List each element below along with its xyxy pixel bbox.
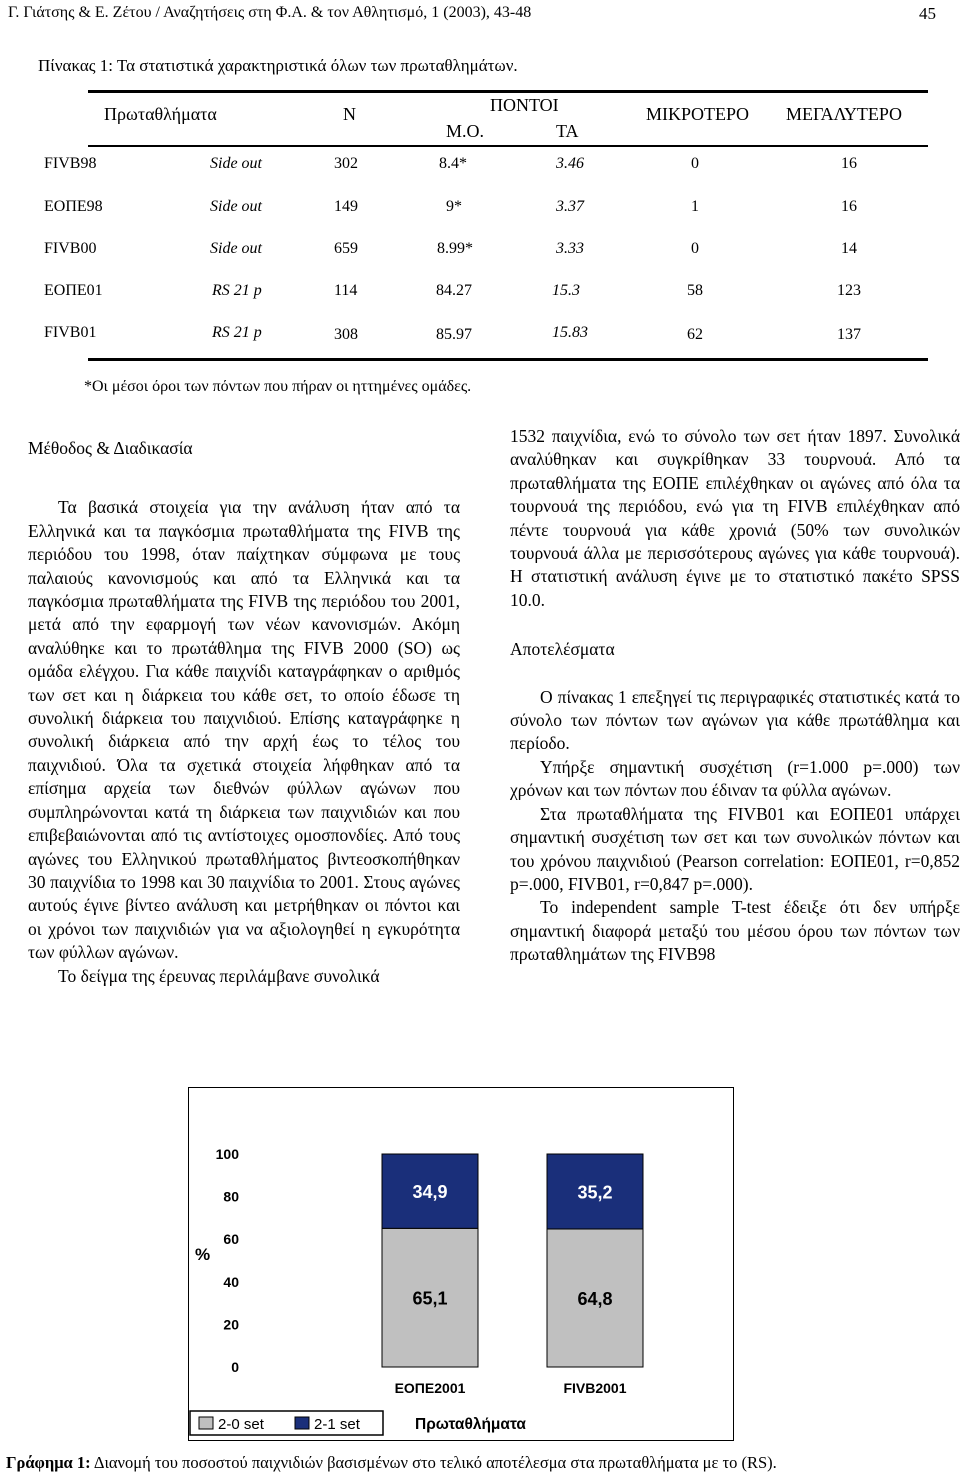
results-heading: Αποτελέσματα — [510, 639, 615, 660]
th-mo: Μ.Ο. — [446, 121, 485, 141]
y-tick-label: 20 — [223, 1316, 239, 1333]
cell-mo: 85.97 — [436, 326, 472, 343]
cell-min: 58 — [687, 282, 703, 299]
cell-min: 1 — [691, 198, 699, 215]
cell-system: Side out — [210, 155, 262, 172]
cell-mo: 9* — [446, 198, 462, 215]
cell-n: 149 — [334, 198, 358, 215]
table-caption — [38, 56, 518, 76]
left-column — [28, 437, 460, 988]
page-number: 45 — [919, 4, 936, 23]
stacked-bar-chart — [189, 1088, 733, 1440]
table-top-rule — [88, 90, 928, 93]
cell-max: 16 — [841, 155, 857, 172]
cell-ta: 15.3 — [552, 282, 580, 299]
legend-swatch — [199, 1417, 213, 1429]
table-bottom-rule — [88, 358, 928, 361]
bar-data-label: 35,2 — [577, 1182, 613, 1203]
results-paragraph: Το independent sample T-test έδειξε ότι δεν υπήρξε σημαντική διαφορά μεταξύ του μέσου όρου των πόντων των πρωταθλημάτων της FIVB98 — [510, 897, 960, 965]
cell-max: 16 — [841, 198, 857, 215]
cell-ta: 3.46 — [556, 155, 584, 172]
results-paragraph: Στα πρωταθλήματα της FIVB01 και ΕΟΠΕ01 υπάρχει σημαντική συσχέτιση των σετ και των συνολικών πόντων και του χρόνου παιχνιδιού (Pearson correlation: ΕΟΠΕ01, r=0,852 p=.000, FIVB01, r=0,847 p=.000). — [510, 803, 960, 894]
sample-paragraph: 1532 παιχνίδια, ενώ το σύνολο των σετ ήταν 1897. Συνολικά αναλύθηκαν και συγκρίθηκαν 33 τουρνουά. Από τα πρωταθλήματα της ΕΟΠΕ επιλέχθηκαν οι αγώνες από όλα τα τουρνουά της περιόδου, ενώ για τη FIVB επιλέχθηκαν από πέντε τουρνουά για κάθε χρονιά (50% των συνολικών τουρνουά άλλα με περισσότερους αγώνες για κάθε τουρνουά). Η στατιστική ανάλυση έγινε με το στατιστικό πακέτο SPSS 10.0. — [510, 426, 960, 610]
cell-min: 0 — [691, 155, 699, 172]
y-tick-label: 80 — [223, 1188, 239, 1205]
cell-min: 0 — [691, 240, 699, 257]
cell-champ: ΕΟΠΕ01 — [44, 282, 103, 299]
results-paragraph: Ο πίνακας 1 επεξηγεί τις περιγραφικές στατιστικές κατά το σύνολο των πόντων των αγώνων για κάθε πρωτάθλημα και περίοδο. — [510, 686, 960, 754]
th-championships: Πρωταθλήματα — [104, 104, 217, 124]
y-tick-label: 60 — [223, 1231, 239, 1248]
th-points: ΠΟΝΤΟΙ — [490, 95, 559, 115]
y-tick-label: 100 — [215, 1146, 239, 1162]
method-paragraph: Τα βασικά στοιχεία για την ανάλυση ήταν από τα Ελληνικά και τα παγκόσμια πρωταθλήματα της FIVB της περιόδου του 1998, όταν παίχτηκαν σύμφωνα με τους παλαιούς κανονισμούς και από τα Ελληνικά και τα παγκόσμια πρωταθλήματα της FIVB της περιόδου του 2001, μετά από την εφαρμογή των νέων κανονισμών. Ακόμη αναλύθηκε και το πρωτάθλημα της FIVB 2000 (SO) ως ομάδα ελέγχου. Για κάθε παιχνίδι καταγράφηκαν ο αριθμός των σετ και η διάρκεια του κάθε σετ, το οποίο έδωσε τη συνολική διάρκεια του παιχνιδιού. Επίσης καταγράφηκε η συνολική διάρκεια από την αρχή έως το τέλος του παιχνιδιού. Όλα τα σχετικά στοιχεία λήφθηκαν από τα επίσημα αρχεία των διεθνών φύλλων αγώνων που συμπληρώνονται κατά τη διάρκεια των παιχνιδιών και που επιβεβαιώνονται από τις αντίστοιχες ομοσπονδίες. Από τους αγώνες του Ελληνικού πρωταθλήματος βιντεοσκοπήθηκαν 30 παιχνίδια το 1998 και 30 παιχνίδια το 2001. Στους αγώνες αυτούς έγινε βίντεο ανάλυση και μετρήθηκαν οι πόντοι και οι χρόνοι των παιχνιδιών για να αξιολογηθεί η εγκυρότητα των φύλλων αγώνων. — [28, 497, 460, 963]
cell-champ: FIVB01 — [44, 324, 97, 341]
cell-system: Side out — [210, 198, 262, 215]
cell-ta: 3.37 — [556, 198, 584, 215]
cell-n: 114 — [334, 282, 358, 299]
cell-n: 659 — [334, 240, 358, 257]
cell-champ: FIVB98 — [44, 155, 97, 172]
x-axis-label: Πρωταθλήματα — [415, 1416, 526, 1433]
th-min: ΜΙΚΡΟΤΕΡΟ — [646, 104, 750, 124]
th-max: ΜΕΓΑΛΥΤΕΡΟ — [786, 104, 902, 124]
figure-caption-label: Γράφημα 1: — [6, 1453, 91, 1472]
legend-label: 2-1 set — [314, 1416, 360, 1433]
method-paragraph: Το δείγμα της έρευνας περιλάμβανε συνολικά — [58, 965, 380, 986]
cell-max: 14 — [841, 240, 857, 257]
y-tick-label: 0 — [231, 1359, 239, 1375]
right-column — [510, 425, 960, 967]
bar-data-label: 65,1 — [412, 1288, 448, 1309]
cell-system: Side out — [210, 240, 262, 257]
cell-system: RS 21 p — [212, 282, 262, 299]
legend-label: 2-0 set — [218, 1416, 264, 1433]
legend-swatch — [295, 1417, 309, 1429]
cell-champ: ΕΟΠΕ98 — [44, 198, 103, 215]
bar-data-label: 64,8 — [577, 1288, 613, 1309]
cell-ta: 15.83 — [552, 324, 588, 341]
y-axis-label: % — [195, 1245, 211, 1264]
y-tick-label: 40 — [223, 1273, 239, 1290]
x-tick-label: ΕΟΠΕ2001 — [394, 1380, 466, 1396]
cell-mo: 8.99* — [437, 240, 473, 257]
cell-mo: 8.4* — [439, 155, 467, 172]
cell-max: 123 — [837, 282, 861, 299]
cell-ta: 3.33 — [556, 240, 584, 257]
cell-mo: 84.27 — [436, 282, 472, 299]
results-paragraph: Υπήρξε σημαντική συσχέτιση (r=1.000 p=.000) των χρόνων και των πόντων που έδιναν τα φύλλα αγώνων. — [510, 756, 960, 801]
cell-n: 308 — [334, 326, 358, 343]
chart-frame — [188, 1087, 734, 1441]
table-caption-text: Τα στατιστικά χαρακτηριστικά όλων των πρωταθλημάτων. — [112, 56, 518, 75]
figure-caption-text: Διανομή του ποσοστού παιχνιδιών βασισμένων στο τελικό αποτέλεσμα στα πρωταθλήματα με το (RS). — [90, 1453, 777, 1472]
th-n: Ν — [343, 104, 356, 124]
bar-data-label: 34,9 — [412, 1182, 448, 1203]
table-header-rule — [88, 145, 928, 147]
cell-n: 302 — [334, 155, 358, 172]
figure-caption — [6, 1453, 777, 1473]
running-header: Γ. Γιάτσης & Ε. Ζέτου / Αναζητήσεις στη Φ.Α. & τον Αθλητισμό, 1 (2003), 43-48 — [8, 4, 532, 21]
x-tick-label: FIVB2001 — [563, 1380, 627, 1396]
method-heading: Μέθοδος & Διαδικασία — [28, 438, 193, 458]
cell-min: 62 — [687, 326, 703, 343]
cell-max: 137 — [837, 326, 861, 343]
table-caption-label: Πίνακας 1: — [38, 56, 113, 75]
cell-system: RS 21 p — [212, 324, 262, 341]
table-footnote: *Οι μέσοι όροι των πόντων που πήραν οι ηττημένες ομάδες. — [84, 378, 472, 395]
cell-champ: FIVB00 — [44, 240, 97, 257]
th-ta: ΤΑ — [556, 121, 579, 141]
